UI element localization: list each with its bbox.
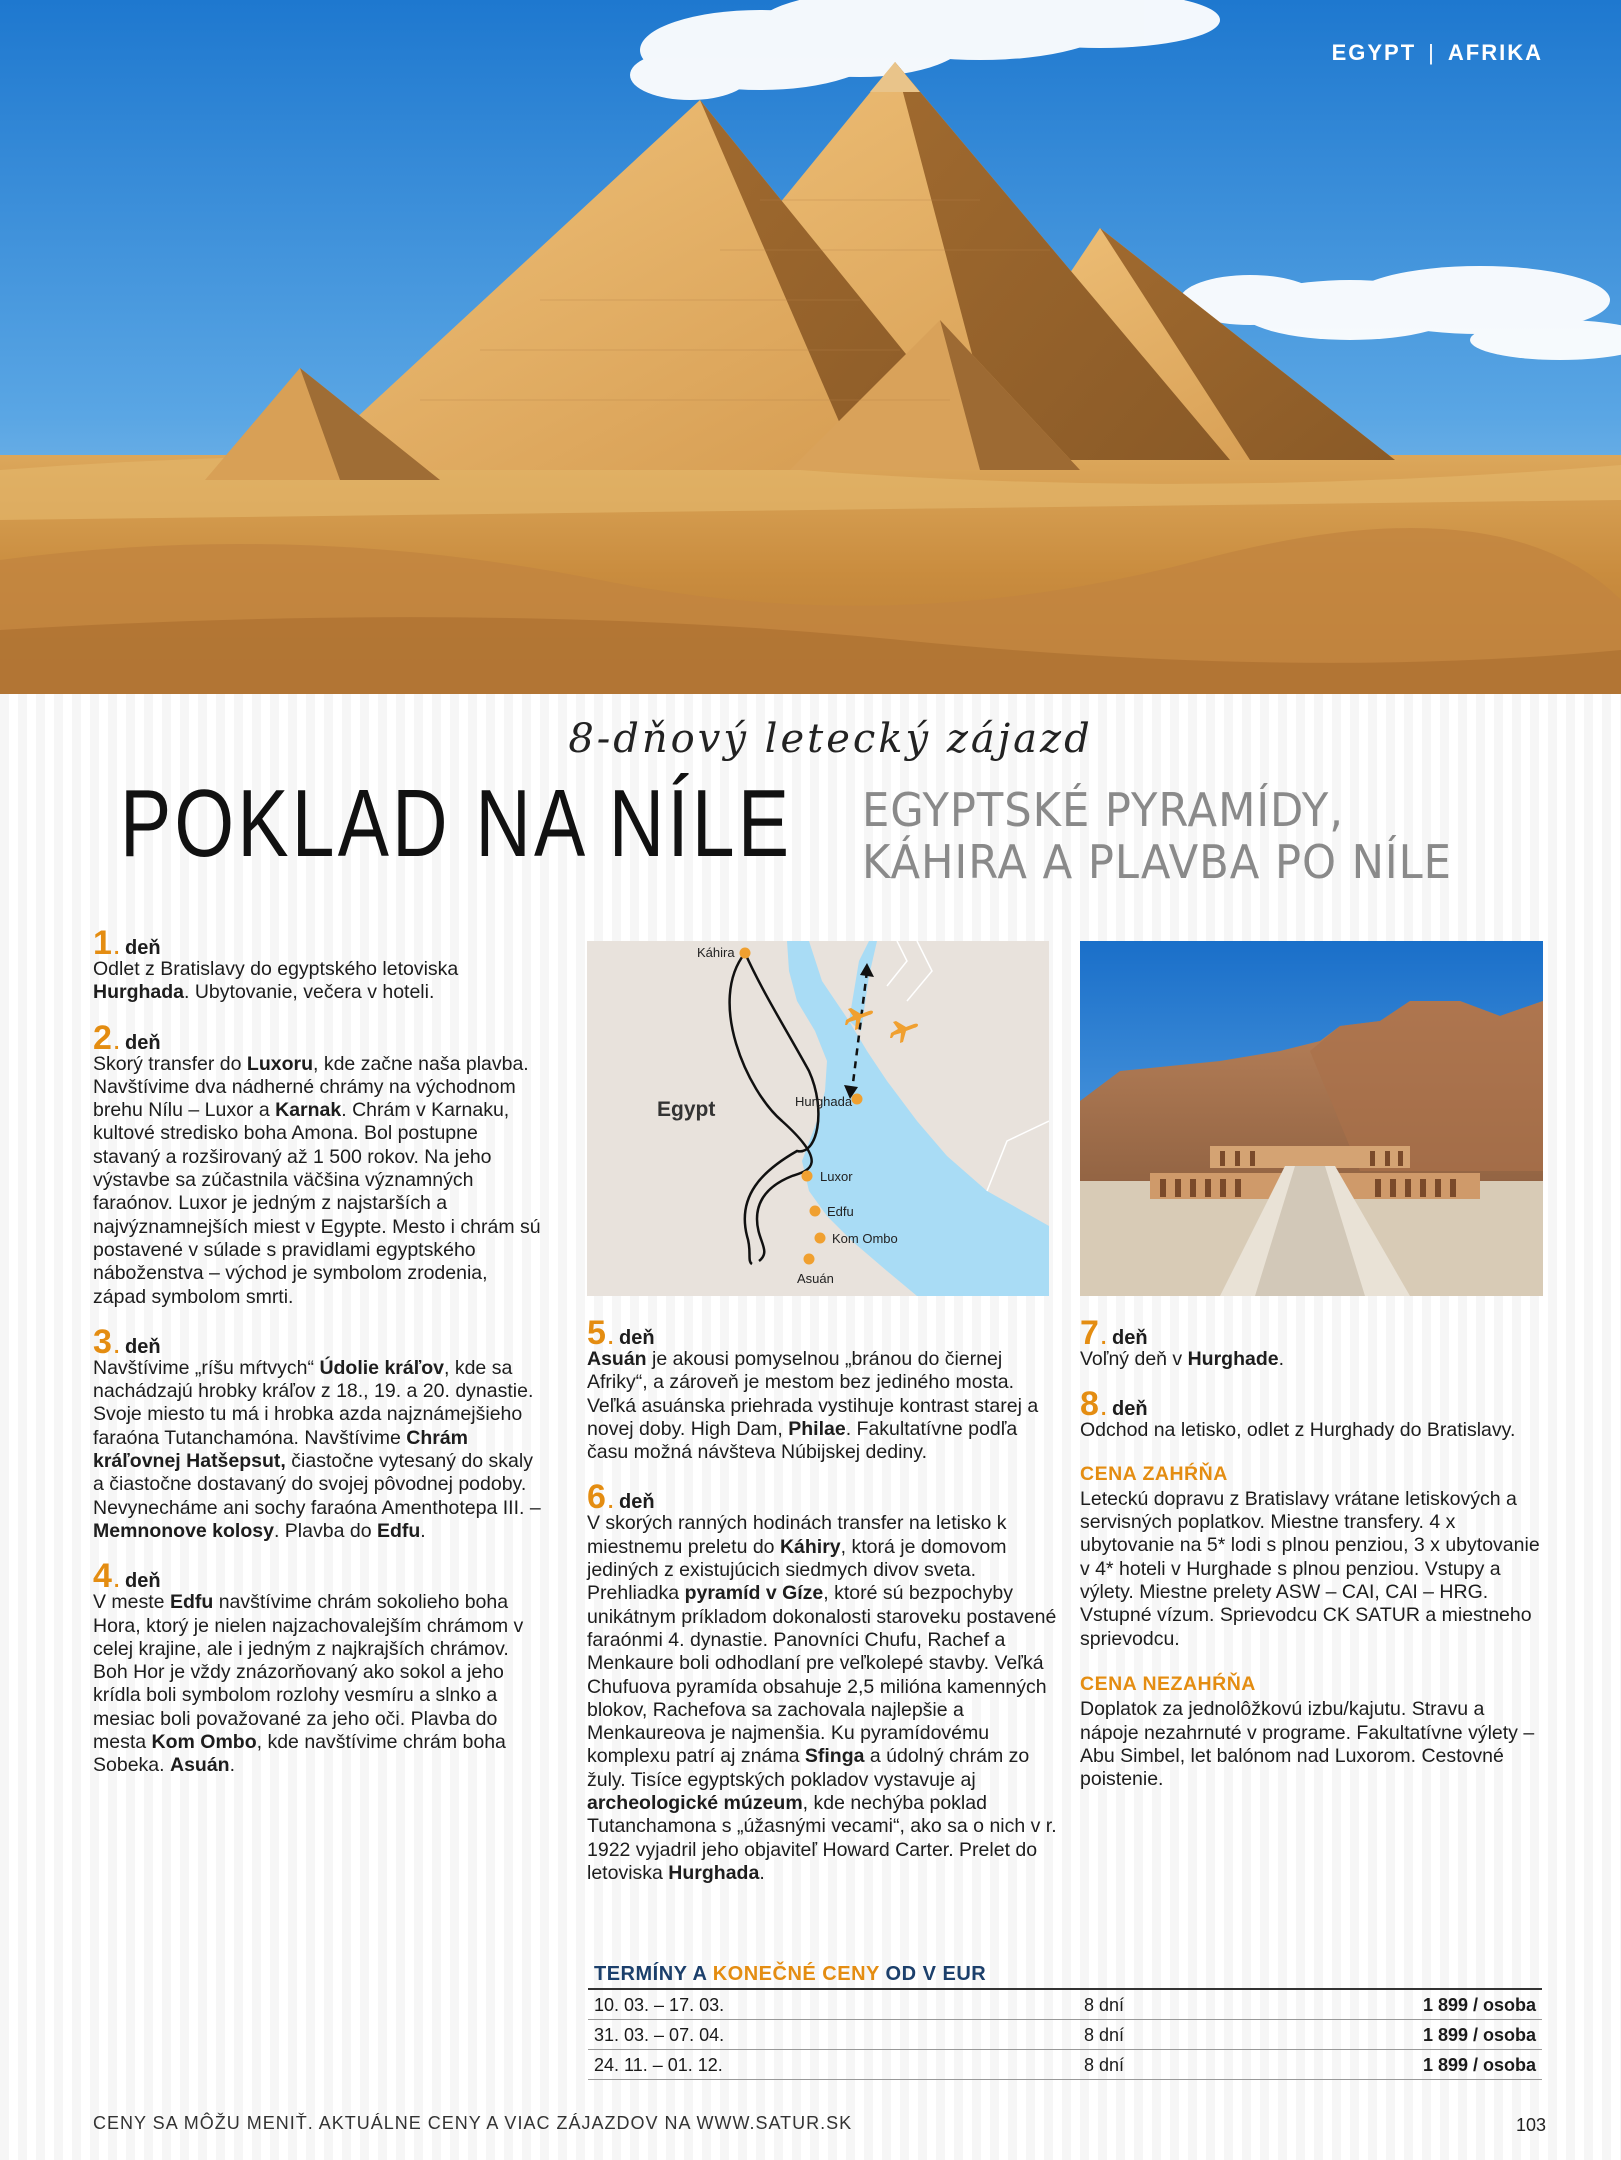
day-4 [93, 1557, 543, 1777]
day-label: . deň [114, 937, 161, 960]
route-map [587, 941, 1049, 1296]
day-text: Odchod na letisko, odlet z Hurghady do Bratislavy. [1080, 1419, 1516, 1442]
day-text: V skorých ranných hodinách transfer na letisko k miestnemu preletu do Káhiry, ktorá je domovom jediných z existujúcich siedmych divov sveta. Prehliadka pyramíd v Gíze, ktoré sú bezpochyby unikátnym príkladom dokonalosti staroveku postavené faraónmi 4. dynastie. Panovníci Chufu, Rachef a Menkaure boli odhodlaní pre veľkolepé stavby. Veľká Chufuova pyramída obsahuje 2,5 milióna kamenných blokov, Rachefova sa zachovala najlepšie a Menkaureova je najmenšia. Ku pyramídovému komplexu patrí aj známa Sfinga a údolný chrám zo žuly. Tisíce egyptských pokladov vystavuje aj archeologické múzeum, kde nechýba poklad Tutanchamona s „úžasnými vecami“, ako sa o nich v r. 1922 vyjadril jeho objaviteľ Howard Carter. Prelet do letoviska Hurghada. [587, 1512, 1057, 1884]
table-row [588, 2050, 1542, 2080]
tour-side-title [862, 784, 1562, 888]
day-label: . deň [114, 1336, 161, 1359]
footer-note: CENY SA MÔŽU MENIŤ. AKTUÁLNE CENY A VIAC ZÁJAZDOV NA WWW.SATUR.SK [93, 2113, 853, 2133]
price-table [588, 1960, 1542, 2080]
day-number: 4 [93, 1557, 112, 1596]
day-label: . deň [608, 1327, 655, 1350]
day-text: Voľný deň v Hurghade. [1080, 1348, 1285, 1370]
tour-subtitle: 8-dňový letecký zájazd [568, 716, 1093, 762]
day-label: . deň [1101, 1327, 1148, 1350]
continent-label: AFRIKA [1447, 40, 1543, 65]
itinerary-column-1 [93, 924, 543, 1796]
page-number: 103 [1515, 2115, 1546, 2135]
table-row [588, 2020, 1542, 2050]
side-title-line-1: EGYPTSKÉ PYRAMÍDY, [862, 783, 1344, 837]
day-8 [1080, 1385, 1540, 1442]
temple-illustration [1080, 941, 1543, 1296]
term-duration: 8 dní [1084, 2025, 1125, 2045]
term-dates: 24. 11. – 01. 12. [594, 2055, 723, 2075]
day-1 [93, 924, 543, 1005]
label-egypt: Egypt [657, 1098, 716, 1121]
side-title-line-2: KÁHIRA A PLAVBA PO NÍLE [862, 835, 1452, 889]
route-map-svg [587, 941, 1049, 1296]
itinerary-column-2 [587, 1314, 1057, 1903]
term-dates: 10. 03. – 17. 03. [594, 1995, 725, 2015]
hero-photo [0, 0, 1621, 694]
label-cairo: Káhira [697, 945, 735, 960]
day-6 [587, 1478, 1057, 1885]
included-title: CENA ZAHŔŇA [1080, 1462, 1228, 1485]
dot-edfu [810, 1206, 821, 1217]
itinerary-column-3 [1080, 1314, 1540, 1791]
day-label: . deň [114, 1570, 161, 1593]
day-text: Asuán je akousi pomyselnou „bránou do čiernej Afriky“, a zároveň je mestom bez jediného mosta. Veľká asuánska priehrada vystihuje kontrast starej a novej doby. High Dam, Philae. Fakultatívne podľa času možná návšteva Núbijskej dediny. [587, 1348, 1039, 1464]
term-duration: 8 dní [1084, 1995, 1125, 2015]
price-rows [588, 1988, 1542, 2080]
day-5 [587, 1314, 1057, 1464]
term-duration: 8 dní [1084, 2055, 1125, 2075]
term-price: 1 899 / osoba [1422, 1995, 1536, 2015]
price-table-heading: TERMÍNY A KONEČNÉ CENY OD V EUR [594, 1963, 987, 1985]
country-label: EGYPT [1331, 40, 1417, 65]
day-text: Odlet z Bratislavy do egyptského letoviska Hurghada. Ubytovanie, večera v hoteli. [93, 958, 459, 1004]
day-label: . deň [114, 1032, 161, 1055]
day-2 [93, 1018, 543, 1309]
pyramids-illustration [0, 0, 1621, 694]
dot-aswan [804, 1254, 815, 1265]
term-dates: 31. 03. – 07. 04. [594, 2025, 725, 2045]
dot-hurghada [852, 1094, 863, 1105]
tour-title: POKLAD NA NÍLE [120, 770, 793, 877]
day-number: 6 [587, 1478, 606, 1517]
region-tag [1332, 40, 1543, 66]
excluded-title: CENA NEZAHŔŇA [1080, 1672, 1256, 1695]
dot-luxor [802, 1171, 813, 1182]
label-aswan: Asuán [797, 1271, 834, 1286]
day-3 [93, 1322, 543, 1543]
included-text: Leteckú dopravu z Bratislavy vrátane letiskových a servisných poplatkov. Miestne transfery. 4 x ubytovanie na 5* lodi s plnou penziou, 3 x ubytovanie v 4* hoteli v Hurghade s plnou penziou. Vstupy a výlety. Miestne prelety ASW – CAI, CAI – HRG. Vstupné vízum. Sprievodcu CK SATUR a miestneho sprievodcu. [1080, 1487, 1540, 1650]
day-number: 3 [93, 1322, 112, 1361]
day-label: . deň [1101, 1398, 1148, 1421]
day-text: Navštívime „ríšu mŕtvych“ Údolie kráľov, kde sa nachádzajú hrobky kráľov z 18., 19. a 20. dynastie. Svoje miesto tu má i hrobka azda najznámejšieho faraóna Tutanchamóna. Navštívime Chrám kráľovnej Hatšepsut, čiastočne vytesaný do skaly a čiastočne dostavaný do svojej pôvodnej podoby. Nevynecháme ani sochy faraóna Amenthotepa III. – Memnonove kolosy. Plavba do Edfu. [93, 1356, 541, 1542]
dot-cairo [740, 948, 751, 959]
day-number: 1 [93, 924, 112, 962]
day-7 [1080, 1314, 1540, 1371]
day-number: 2 [93, 1018, 112, 1057]
day-number: 8 [1080, 1385, 1099, 1424]
label-kom-ombo: Kom Ombo [832, 1231, 898, 1246]
excluded-text: Doplatok za jednolôžkovú izbu/kajutu. Stravu a nápoje nezahrnuté v programe. Fakultatívne výlety – Abu Simbel, let balónom nad Luxorom. Cestovné poistenie. [1080, 1698, 1535, 1791]
table-row [588, 1990, 1542, 2020]
region-separator: | [1428, 40, 1436, 65]
term-price: 1 899 / osoba [1422, 2055, 1536, 2075]
day-text: Skorý transfer do Luxoru, kde začne naša plavba. Navštívime dva nádherné chrámy na východnom brehu Nílu – Luxor a Karnak. Chrám v Karnaku, kultové stredisko boha Amona. Bol postupne stavaný a rozširovaný až 1 500 rokov. Na jeho výstavbe sa zúčastnila väčšina významných faraónov. Luxor je jedným z najstarších a najvýznamnejších miest v Egypte. Mesto i chrám sú postavené v súlade s pravidlami egyptského náboženstva – východ je symbolom zrodenia, západ symbolom smrti. [93, 1052, 541, 1308]
temple-photo [1080, 941, 1543, 1296]
dot-kom-ombo [815, 1233, 826, 1244]
day-number: 5 [587, 1314, 606, 1352]
term-price: 1 899 / osoba [1422, 2025, 1536, 2045]
label-edfu: Edfu [827, 1204, 854, 1219]
day-text: V meste Edfu navštívime chrám sokolieho boha Hora, ktorý je nielen najzachovalejším chrámom v celej krajine, ale i jedným z najkrajších chrámov. Boh Hor je vždy znázorňovaný ako sokol a jeho krídla boli symbolom rozlohy vesmíru a slnko a mesiac boli považované za jeho oči. Plavba do mesta Kom Ombo, kde navštívime chrám boha Sobeka. Asuán. [93, 1591, 524, 1777]
day-number: 7 [1080, 1314, 1099, 1352]
day-label: . deň [608, 1491, 655, 1514]
label-hurghada: Hurghada [795, 1094, 853, 1109]
label-luxor: Luxor [820, 1169, 853, 1184]
